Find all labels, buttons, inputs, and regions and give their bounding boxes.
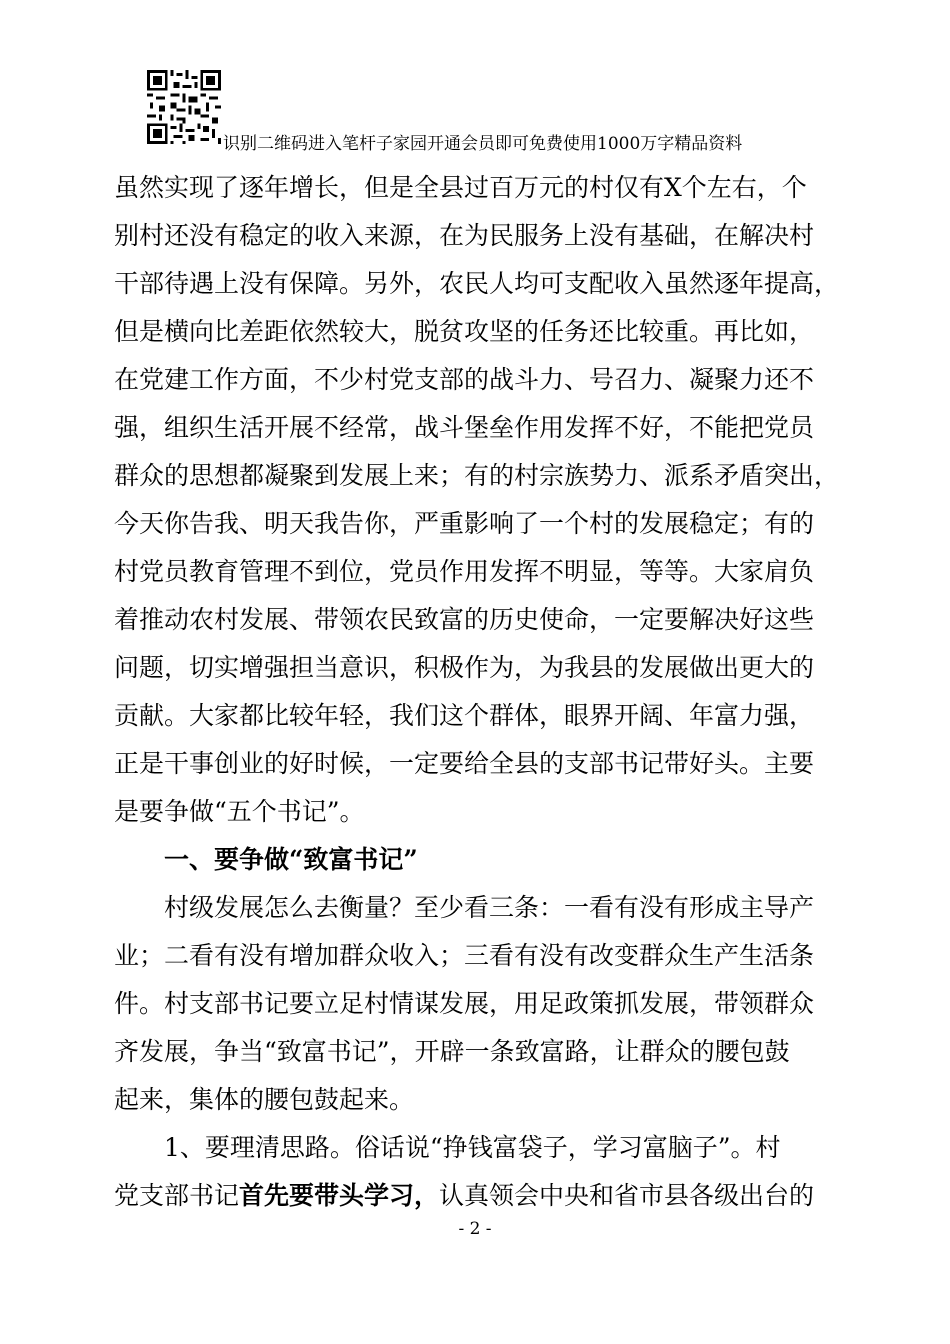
bold-emphasis-text: 首先要带头学习， [239, 1181, 440, 1210]
paragraph-line: 贡献。大家都比较年轻，我们这个群体，眼界开阔、年富力强， [114, 701, 815, 730]
paragraph-line: 是要争做“五个书记”。 [114, 797, 365, 826]
paragraph-line: 1、要理清思路。俗话说“挣钱富袋子，学习富脑子”。村 [164, 1133, 781, 1162]
paragraph-line: 群众的思想都凝聚到发展上来；有的村宗族势力、派系矛盾突出， [114, 461, 840, 490]
paragraph-line [114, 1172, 844, 1220]
paragraph-line: 正是干事创业的好时候，一定要给全县的支部书记带好头。主要 [114, 749, 815, 778]
paragraph-line: 问题，切实增强担当意识，积极作为，为我县的发展做出更大的 [114, 653, 815, 682]
paragraph-line: 别村还没有稳定的收入来源，在为民服务上没有基础，在解决村 [114, 221, 815, 250]
paragraph-line: 干部待遇上没有保障。另外，农民人均可支配收入虽然逐年提高， [114, 269, 840, 298]
document-body [114, 164, 844, 1220]
paragraph-line: 着推动农村发展、带领农民致富的历史使命，一定要解决好这些 [114, 605, 815, 634]
section-heading [114, 836, 844, 884]
page-number: - 2 - [458, 1219, 492, 1239]
paragraph-line: 村级发展怎么去衡量？至少看三条：一看有没有形成主导产 [164, 893, 815, 922]
paragraph-line: 起来，集体的腰包鼓起来。 [114, 1085, 415, 1114]
paragraph-line: 业；二看有没有增加群众收入；三看有没有改变群众生产生活条 [114, 941, 815, 970]
paragraph-line: 强，组织生活开展不经常，战斗堡垒作用发挥不好，不能把党员 [114, 413, 815, 442]
section-heading-text: 一、要争做“致富书记” [164, 845, 418, 874]
line-text: 党支部书记 [114, 1181, 240, 1210]
line-text: 认真领会中央和省市县各级出台的 [439, 1181, 815, 1210]
paragraph-line: 齐发展，争当“致富书记”，开辟一条致富路，让群众的腰包鼓 [114, 1037, 790, 1066]
paragraph-line: 在党建工作方面，不少村党支部的战斗力、号召力、凝聚力还不 [114, 365, 815, 394]
paragraph-line: 今天你告我、明天我告你，严重影响了一个村的发展稳定；有的 [114, 509, 815, 538]
paragraph-line: 件。村支部书记要立足村情谋发展，用足政策抓发展，带领群众 [114, 989, 815, 1018]
qr-code-image [147, 70, 221, 144]
qr-banner-text: 识别二维码进入笔杆子家园开通会员即可免费使用1000万字精品资料 [223, 134, 743, 154]
paragraph-line: 但是横向比差距依然较大，脱贫攻坚的任务还比较重。再比如， [114, 317, 815, 346]
paragraph-line: 村党员教育管理不到位，党员作用发挥不明显，等等。大家肩负 [114, 557, 815, 586]
paragraph-line: 虽然实现了逐年增长，但是全县过百万元的村仅有X个左右，个 [114, 173, 807, 202]
